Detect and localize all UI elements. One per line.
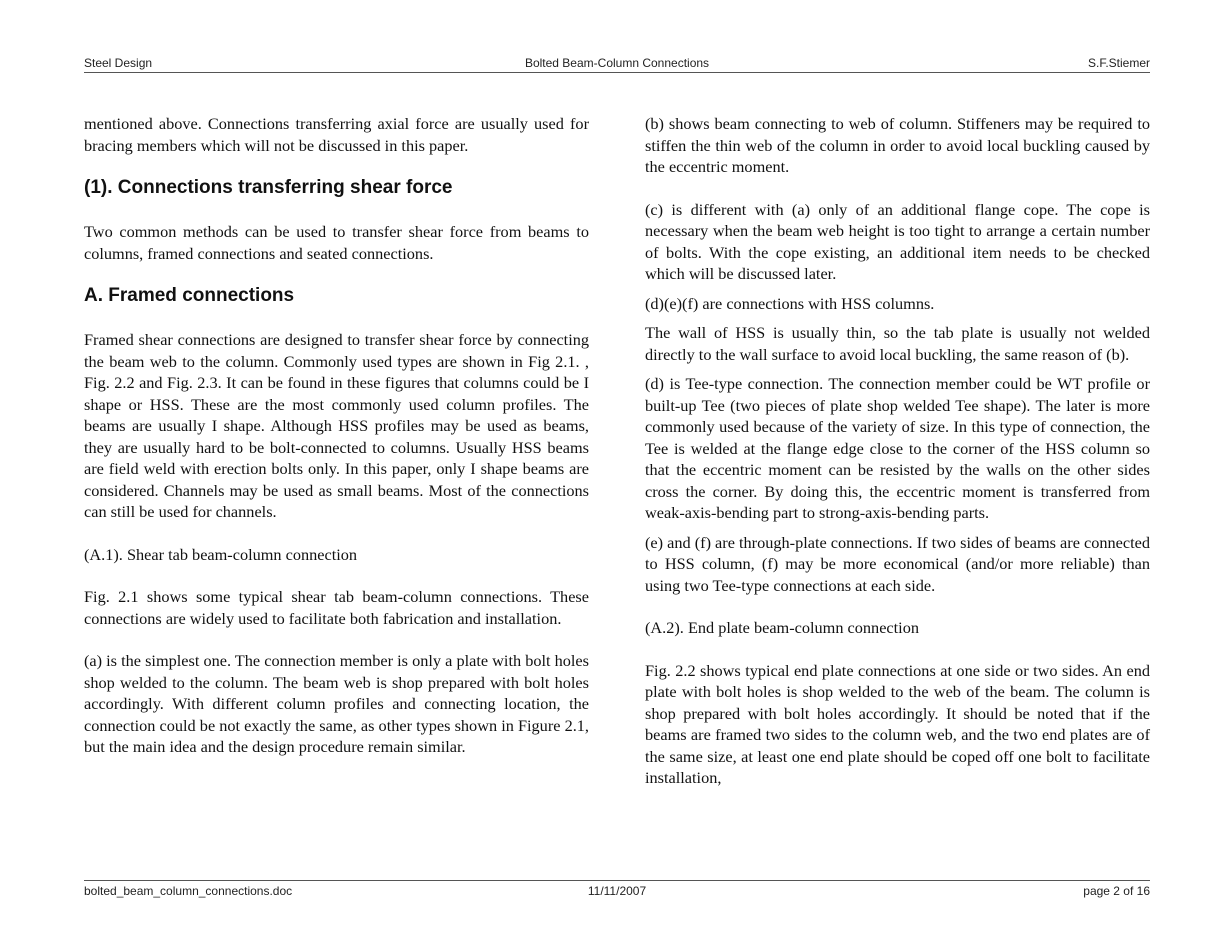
subheading-end-plate: (A.2). End plate beam-column connection <box>645 618 919 637</box>
header-center: Bolted Beam-Column Connections <box>524 56 710 70</box>
page-footer <box>84 880 1150 900</box>
paragraph-wall: The wall of HSS is usually thin, so the tab plate is usually not welded directly to the wall surface to avoid local buckling, the same reason of (b). <box>645 323 1150 364</box>
subheading-shear-tab: (A.1). Shear tab beam-column connection <box>84 544 358 564</box>
footer-page-number: page 2 of 16 <box>1083 884 1150 898</box>
header-left: Steel Design <box>84 56 153 70</box>
paragraph-d: (d) is Tee-type connection. The connection member could be WT profile or built-up Tee (two pieces of plate shop welded Tee shape). The later is more commonly used because of the variety of size. In this type of connection, the Tee is welded at the flange edge close to the corner of the HSS column so that the eccentric moment can be resisted by the walls on the other sides cross the corner. By doing this, the eccentric moment is transferred from weak-axis-bending part to strong-axis-bending parts. <box>645 374 1150 522</box>
paragraph-intro: mentioned above. Connections transferring axial force are usually used for bracing members which will not be discussed in this paper. <box>84 114 589 155</box>
paragraph-framed: Framed shear connections are designed to transfer shear force by connecting the beam web to the column. Commonly used types are shown in Fig 2.1. , Fig. 2.2 and Fig. 2.3. It can be found in these figures that columns could be I shape or HSS. These are the most commonly used column profiles. The beams are usually I shape. Although HSS profiles may be used as beams, they are usually hard to be bolt-connected to columns. Usually HSS beams are field weld with erection bolts only. In this paper, only I shape beams are considered. Channels may be used as small beams. Most of the connections can still be used for channels. <box>84 330 589 521</box>
page-header <box>84 56 1150 73</box>
paragraph-c: (c) is different with (a) only of an additional flange cope. The cope is necessary when the beam web height is too tight to arrange a certain number of bolts. With the cope existing, an additional item needs to be checked which will be discussed later. <box>645 199 1150 283</box>
section-heading-shear: (1). Connections transferring shear force <box>84 177 453 198</box>
paragraph-def: (d)(e)(f) are connections with HSS columns. <box>645 293 935 313</box>
right-column <box>645 113 1150 789</box>
left-column <box>84 113 589 758</box>
paragraph-a: (a) is the simplest one. The connection member is only a plate with bolt holes shop welded to the column. The beam web is shop prepared with bolt holes accordingly. With different column profiles and connecting location, the connection could be not exactly the same, as other types shown in Figure 2.1, but the main idea and the design procedure remain similar. <box>84 651 589 756</box>
header-right: S.F.Stiemer <box>1087 56 1150 70</box>
paragraph-fig21: Fig. 2.1 shows some typical shear tab beam-column connections. These connections are widely used to facilitate both fabrication and installation. <box>84 587 589 628</box>
paragraph-methods: Two common methods can be used to transfer shear force from beams to columns, framed connections and seated connections. <box>84 222 589 263</box>
footer-filename: bolted_beam_column_connections.doc <box>84 884 293 898</box>
paragraph-fig22: Fig. 2.2 shows typical end plate connections at one side or two sides. An end plate with bolt holes is shop welded to the web of the beam. The column is shop prepared with bolt holes accordingly. It should be noted that if the beams are framed two sides to the column web, and the two end plates are of the same size, at least one end plate should be coped off one bolt to facilitate installation, <box>645 660 1150 787</box>
section-heading-framed: A. Framed connections <box>84 285 295 306</box>
paragraph-b: (b) shows beam connecting to web of column. Stiffeners may be required to stiffen the thin web of the column in order to avoid local buckling caused by the eccentric moment. <box>645 114 1150 176</box>
footer-date: 11/11/2007 <box>587 884 647 898</box>
paragraph-ef: (e) and (f) are through-plate connections. If two sides of beams are connected to HSS column, (f) may be more economical (and/or more reliable) than using two Tee-type connections at each side. <box>645 532 1150 595</box>
